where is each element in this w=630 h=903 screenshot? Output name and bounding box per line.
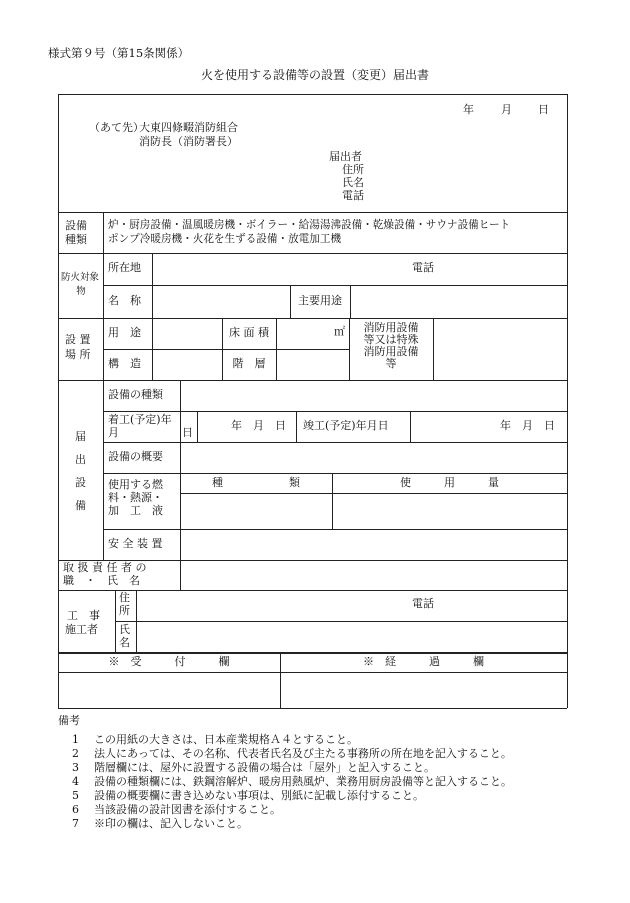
install-place-label-2: 場 所 (65, 348, 91, 361)
use-label: 用 途 (108, 326, 141, 339)
floors-label: 階 層 (232, 357, 266, 370)
date-day: 日 (538, 103, 549, 116)
contractor-phone-label: 電話 (412, 597, 434, 610)
notified-label-char-4: 備 (75, 499, 86, 512)
fire-target-name-label: 名 称 (108, 294, 141, 307)
addressee-prefix: （あて先） (89, 121, 144, 134)
form-title: 火を使用する設備等の設置（変更）届出書 (200, 68, 429, 82)
applicant-name-label: 氏名 (342, 176, 364, 189)
contractor-address-label-2: 所 (119, 604, 130, 617)
addressee-org: 大東四條畷消防組合 (139, 121, 238, 134)
fire-equipment-label-4: 等 (385, 357, 397, 370)
completion-date-label: 竣工(予定)年月日 (303, 419, 389, 432)
note-text: 設備の種類欄には、鉄鋼溶解炉、暖房用熱風炉、業務用厨房設備等と記入すること。 (94, 775, 512, 788)
contractor-label-2: 施工者 (65, 623, 98, 636)
note-text: ※印の欄は、記入しないこと。 (94, 817, 248, 830)
start-date-label-2: 月 (108, 426, 119, 439)
area-unit: ㎡ (334, 325, 345, 338)
note-number: 5 (72, 789, 79, 802)
notes-heading: 備考 (58, 714, 80, 727)
fuel-kind-header: 種 類 (212, 476, 300, 489)
date-year: 年 (463, 103, 474, 116)
contractor-name-label-2: 名 (119, 636, 130, 649)
note-text: 設備の概要欄に書き込めない事項は、別紙に記載し添付すること。 (94, 789, 424, 802)
note-text: 階層欄には、屋外に設置する設備の場合は「屋外」と記入すること。 (94, 761, 435, 774)
structure-label: 構 造 (108, 357, 141, 370)
date-month: 月 (501, 103, 512, 116)
install-place-label-1: 設 置 (65, 333, 91, 346)
applicant-label: 届出者 (329, 150, 362, 163)
equipment-type-label-1: 設備 (65, 219, 87, 232)
fire-target-label-1: 防火対象 (61, 272, 100, 283)
overview-label: 設備の概要 (108, 450, 163, 463)
location-label: 所在地 (108, 261, 141, 274)
notified-label-char-3: 設 (75, 476, 86, 489)
note-number: 7 (72, 817, 79, 830)
fuel-label-3: 加 工 液 (108, 504, 163, 517)
floor-area-label: 床 面 積 (229, 326, 269, 339)
contractor-address-label-1: 住 (119, 591, 130, 604)
contractor-name-label-1: 氏 (119, 623, 130, 636)
fuel-label-1: 使用する燃 (108, 478, 163, 491)
handler-label-2: 職 ・ 氏 名 (63, 574, 140, 587)
fire-equipment-label-1: 消防用設備 (363, 321, 419, 334)
fire-target-phone-label: 電話 (412, 261, 434, 274)
addressee-chief: 消防長（消防署長） (139, 135, 238, 148)
note-number: 2 (72, 747, 79, 760)
note-text: この用紙の大きさは、日本産業規格Ａ４とすること。 (94, 733, 358, 746)
note-number: 4 (72, 775, 79, 788)
progress-column-header: ※ 経 過 欄 (363, 655, 484, 668)
contractor-label-1: 工 事 (67, 609, 100, 622)
start-date-label-1: 着工(予定)年 (108, 413, 172, 426)
note-text: 当該設備の設計図書を添付すること。 (94, 803, 281, 816)
notified-label-char-1: 届 (75, 430, 86, 443)
main-use-label: 主要用途 (298, 294, 342, 307)
equipment-list-line-2: ポンプ冷暖房機・火花を生ずる設備・放電加工機 (108, 233, 342, 245)
equipment-list-line-1: 炉・厨房設備・温風暖房機・ボイラー・給湯湯沸設備・乾燥設備・サウナ設備ヒート (108, 219, 511, 231)
start-date-label-3: 日 (182, 426, 193, 439)
applicant-address-label: 住所 (342, 163, 364, 176)
equipment-type-label-2: 種類 (65, 233, 87, 246)
handler-label-1: 取 扱 責 任 者 の (63, 561, 147, 574)
start-date-value: 年 月 日 (231, 419, 286, 432)
form-number: 様式第９号（第15条関係） (48, 46, 190, 60)
fuel-usage-header: 使 用 量 (400, 476, 499, 489)
fire-target-label-2: 物 (76, 286, 86, 297)
note-text: 法人にあっては、その名称、代表者氏名及び主たる事務所の所在地を記入すること。 (94, 747, 512, 760)
equipment-kind-label: 設備の種類 (108, 388, 163, 401)
notified-label-char-2: 出 (75, 453, 86, 466)
reception-column-header: ※ 受 付 欄 (108, 655, 230, 668)
note-number: 1 (72, 733, 79, 746)
applicant-phone-label: 電話 (342, 189, 364, 202)
note-number: 6 (72, 803, 79, 816)
note-number: 3 (72, 761, 79, 774)
safety-device-label: 安 全 装 置 (108, 537, 163, 550)
fuel-label-2: 料・熱源・ (108, 491, 163, 504)
completion-date-value: 年 月 日 (500, 419, 555, 432)
fire-equipment-label-3: 消防用設備 (363, 345, 419, 358)
fire-equipment-label-2: 等又は特殊 (363, 333, 419, 346)
